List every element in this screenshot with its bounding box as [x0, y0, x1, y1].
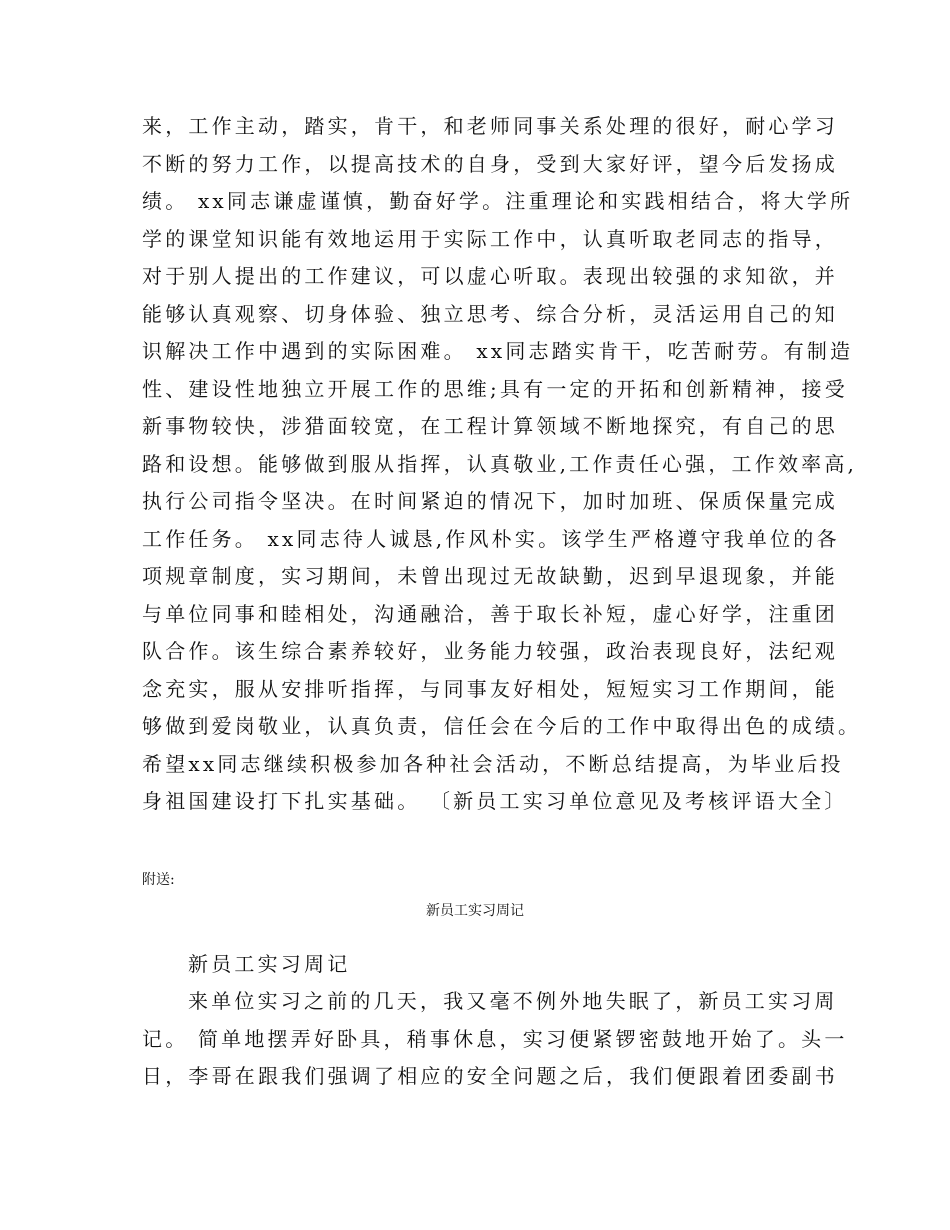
text-line: 性、建设性地独立开展工作的思维;具有一定的开拓和创新精神，接受 [142, 377, 848, 401]
text-line: 记。 简单地摆弄好卧具，稍事休息，实习便紧锣密鼓地开始了。头一 [142, 1027, 848, 1051]
text-line: 路和设想。能够做到服从指挥，认真敬业,工作责任心强，工作效率高, [142, 452, 858, 476]
text-line: 执行公司指令坚决。在时间紧迫的情况下，加时加班、保质保量完成 [142, 489, 838, 513]
appendix-label: 附送: [142, 872, 175, 888]
text-line: 与单位同事和睦相处，沟通融洽，善于取长补短，虚心好学，注重团 [142, 602, 838, 626]
article-title: 新员工实习周记 [188, 952, 351, 976]
text-line: 念充实，服从安排听指挥，与同事友好相处，短短实习工作期间，能 [142, 677, 838, 701]
text-line: 工作任务。 xx同志待人诚恳,作风朴实。该学生严格遵守我单位的各 [142, 527, 840, 551]
text-line: 身祖国建设打下扎实基础。 〔新员工实习单位意见及考核评语大全〕 [142, 789, 848, 813]
text-line: 学的课堂知识能有效地运用于实际工作中，认真听取老同志的指导， [142, 227, 838, 251]
appendix-title: 新员工实习周记 [426, 903, 524, 919]
text-line: 能够认真观察、切身体验、独立思考、综合分析，灵活运用自己的知 [142, 302, 838, 326]
text-line: 来，工作主动，踏实，肯干，和老师同事关系处理的很好，耐心学习 [142, 114, 838, 138]
text-line: 识解决工作中遇到的实际困难。 xx同志踏实肯干，吃苦耐劳。有制造 [142, 339, 854, 363]
text-line: 项规章制度，实习期间，未曾出现过无故缺勤，迟到早退现象，并能 [142, 564, 838, 588]
text-line: 希望xx同志继续积极参加各种社会活动，不断总结提高，为毕业后投 [142, 752, 844, 776]
text-line: 来单位实习之前的几天，我又毫不例外地失眠了，新员工实习周 [188, 989, 838, 1013]
text-line: 新事物较快，涉猎面较宽，在工程计算领域不断地探究，有自己的思 [142, 414, 838, 438]
text-line: 绩。 xx同志谦虚谨慎，勤奋好学。注重理论和实践相结合，将大学所 [142, 189, 854, 213]
text-line: 够做到爱岗敬业，认真负责，信任会在今后的工作中取得出色的成绩。 [142, 714, 862, 738]
text-line: 队合作。该生综合素养较好，业务能力较强，政治表现良好，法纪观 [142, 639, 838, 663]
text-line: 日，李哥在跟我们强调了相应的安全问题之后，我们便跟着团委副书 [142, 1064, 838, 1088]
text-line: 对于别人提出的工作建议，可以虚心听取。表现出较强的求知欲，并 [142, 264, 838, 288]
text-line: 不断的努力工作，以提高技术的自身，受到大家好评，望今后发扬成 [142, 152, 838, 176]
